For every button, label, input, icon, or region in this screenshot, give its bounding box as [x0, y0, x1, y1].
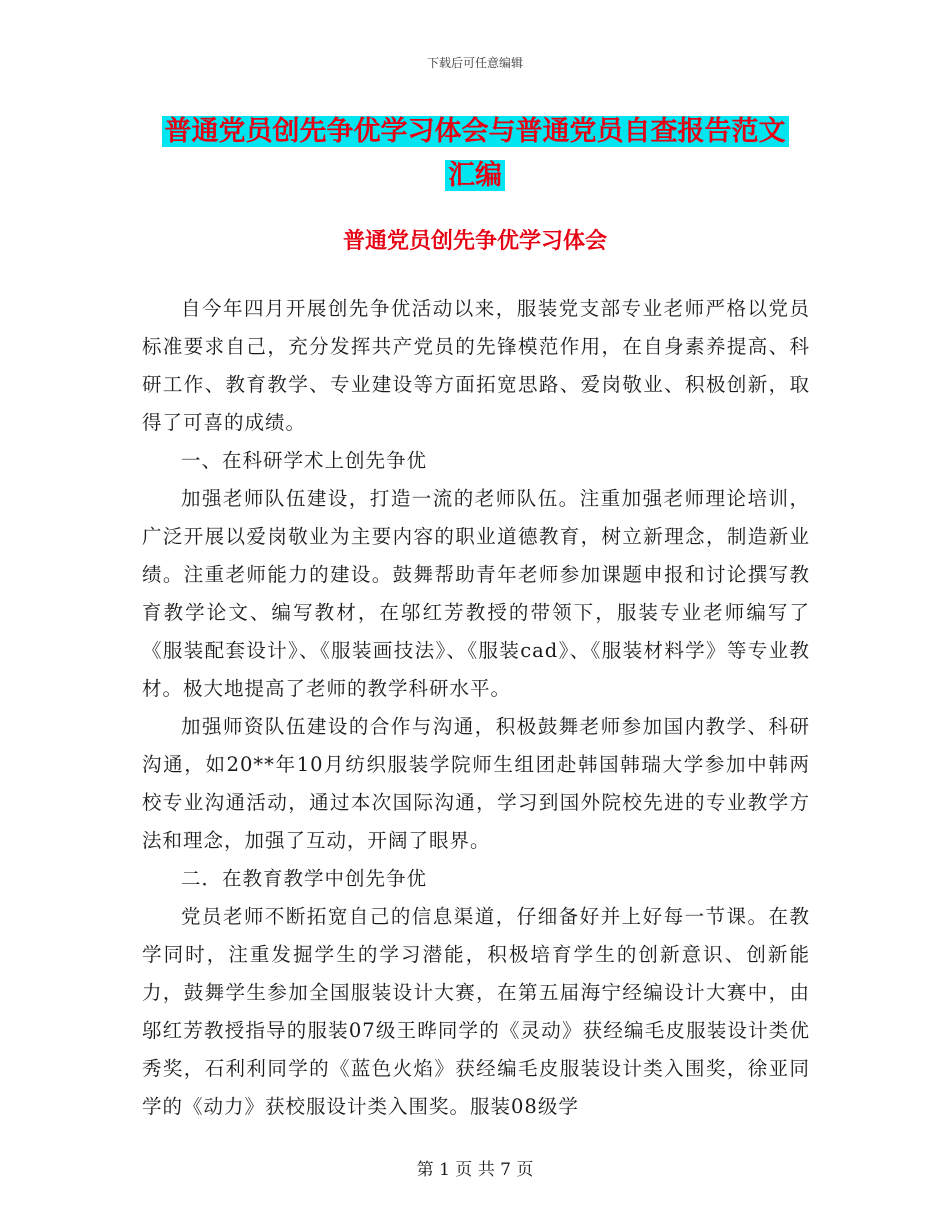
document-title	[140, 110, 810, 198]
subheading: 一、在科研学术上创先争优	[181, 449, 428, 472]
section-title: 普通党员创先争优学习体会	[342, 229, 607, 254]
paragraph: 加强老师队伍建设，打造一流的老师队伍。注重加强老师理论培训，广泛开展以爱岗敬业为主要内容的职业道德教育，树立新理念，制造新业绩。注重老师能力的建设。鼓舞帮助青年老师参加课题申报和讨论撰写教育教学论文、编写教材，在邬红芳教授的带领下，服装专业老师编写了《服装配套设计》、《服装画技法》、《服装cad》、《服装材料学》等专业教材。极大地提高了老师的教学科研水平。	[142, 487, 810, 700]
page-number: 第 1 页 共 7 页	[416, 1160, 534, 1180]
paragraph: 党员老师不断拓宽自己的信息渠道，仔细备好并上好每一节课。在教学同时，注重发掘学生的学习潜能，积极培育学生的创新意识、创新能力，鼓舞学生参加全国服装设计大赛，在第五届海宁经编设计大赛中，由邬红芳教授指导的服装07级王晔同学的《灵动》获经编毛皮服装设计类优秀奖，石利利同学的《蓝色火焰》获经编毛皮服装设计类入围奖，徐亚同学的《动力》获校服设计类入围奖。服装08级学	[142, 905, 810, 1118]
subheading: 二．在教育教学中创先争优	[181, 867, 428, 890]
document-title-line1: 普通党员创先争优学习体会与普通党员自查报告范文	[162, 116, 789, 147]
paragraph: 加强师资队伍建设的合作与沟通，积极鼓舞老师参加国内教学、科研沟通，如20**年10月纺织服装学院师生组团赴韩国韩瑞大学参加中韩两校专业沟通活动，通过本次国际沟通，学习到国外院校先进的专业教学方法和理念，加强了互动，开阔了眼界。	[142, 715, 810, 852]
paragraph: 自今年四月开展创先争优活动以来，服装党支部专业老师严格以党员标准要求自己，充分发挥共产党员的先锋模范作用，在自身素养提高、科研工作、教育教学、专业建设等方面拓宽思路、爱岗敬业、积极创新，取得了可喜的成绩。	[142, 297, 810, 434]
document-body	[142, 290, 810, 1126]
header-note: 下载后可任意编辑	[426, 56, 523, 70]
document-title-line2: 汇编	[445, 160, 505, 191]
